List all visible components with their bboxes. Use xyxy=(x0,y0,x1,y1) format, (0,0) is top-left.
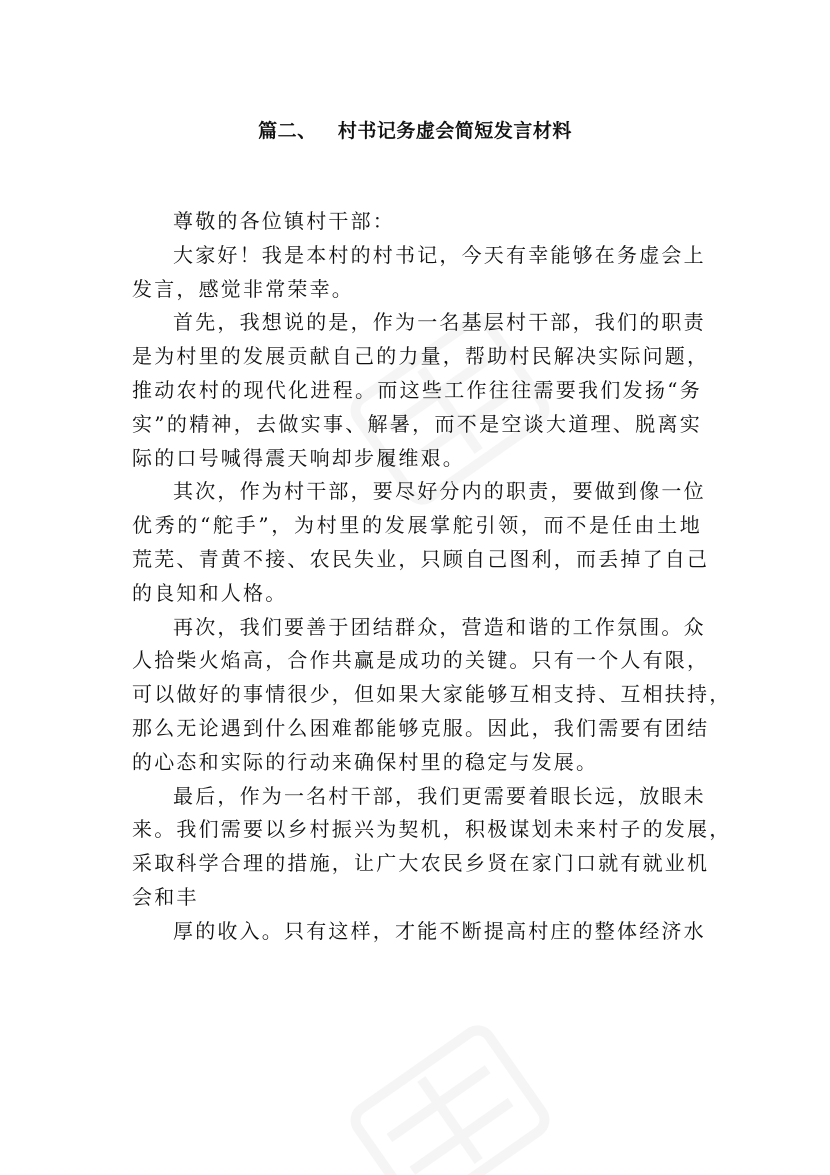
text-line: 会和丰 xyxy=(132,884,199,909)
text-line: 可以做好的事情很少，但如果大家能够互相支持、互相扶持， xyxy=(132,682,732,707)
text-line: 发言，感觉非常荣幸。 xyxy=(132,276,354,301)
text-line: 荒芜、青黄不接、农民失业，只顾自己图利，而丢掉了自己 xyxy=(132,546,710,571)
text-line: 实”的精神，去做实事、解暑，而不是空谈大道理、脱离实 xyxy=(132,411,702,436)
text-line: 推动农村的现代化进程。而这些工作往往需要我们发扬“务 xyxy=(132,377,702,402)
text-line: 优秀的“舵手”，为村里的发展掌舵引领，而不是任由土地 xyxy=(132,513,702,538)
text-line: 大家好！我是本村的村书记，今天有幸能够在务虚会上 xyxy=(173,242,706,267)
text-line: 尊敬的各位镇村干部： xyxy=(173,209,395,233)
document-body xyxy=(132,205,732,949)
text-line: 的良知和人格。 xyxy=(132,580,288,605)
text-line: 再次，我们要善于团结群众，营造和谐的工作氛围。众 xyxy=(173,614,706,639)
text-line: 首先，我想说的是，作为一名基层村干部，我们的职责 xyxy=(173,310,706,335)
text-line: 际的口号喊得震天响却步履维艰。 xyxy=(132,445,465,470)
document-title: 篇二、 村书记务虚会简短发言材料 xyxy=(258,120,572,142)
text-line: 其次，作为村干部，要尽好分内的职责，要做到像一位 xyxy=(173,479,706,504)
text-line: 是为村里的发展贡献自己的力量，帮助村民解决实际问题， xyxy=(132,344,710,369)
text-line: 的心态和实际的行动来确保村里的稳定与发展。 xyxy=(132,749,599,774)
text-line: 最后，作为一名村干部，我们更需要着眼长远，放眼未 xyxy=(173,783,706,808)
watermark-stamp-lower xyxy=(330,990,570,1175)
text-line: 来。我们需要以乡村振兴为契机，积极谋划未来村子的发展， xyxy=(132,817,732,842)
text-line: 采取科学合理的措施，让广大农民乡贤在家门口就有就业机 xyxy=(132,851,710,876)
text-line: 人拾柴火焰高，合作共赢是成功的关键。只有一个人有限， xyxy=(132,648,710,673)
text-line: 厚的收入。只有这样，才能不断提高村庄的整体经济水 xyxy=(173,918,706,943)
text-line: 那么无论遇到什么困难都能够克服。因此，我们需要有团结 xyxy=(132,715,710,740)
